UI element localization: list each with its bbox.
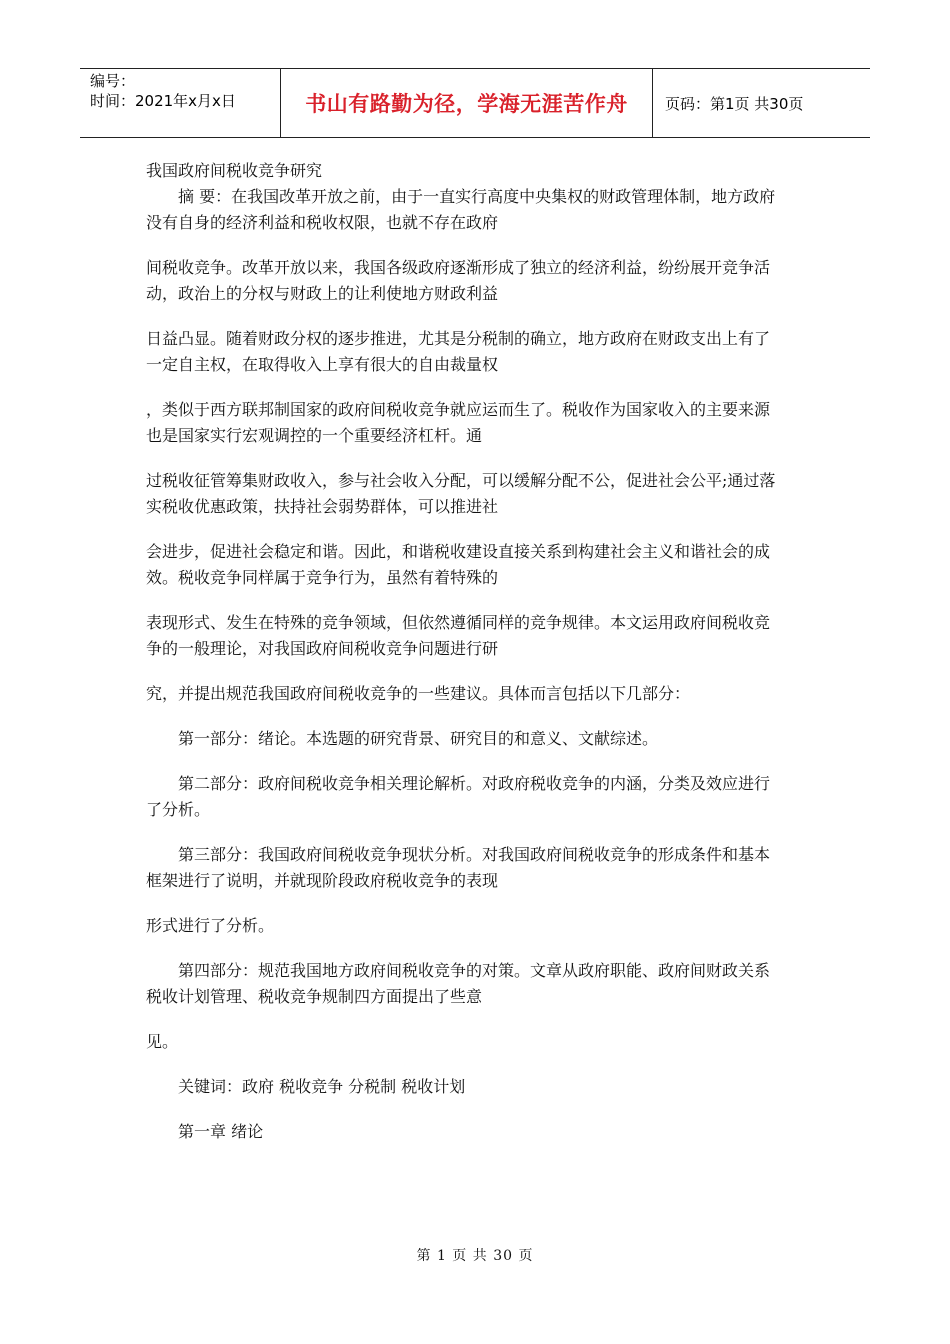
page-header: [80, 68, 870, 138]
abstract-line: 间税收竞争。改革开放以来，我国各级政府逐渐形成了独立的经济利益，纷纷展开竞争活: [146, 258, 771, 277]
abstract-line: 究，并提出规范我国政府间税收竞争的一些建议。具体而言包括以下几部分：: [146, 684, 691, 703]
header-page-info: 页码：第1页 共30页: [665, 94, 804, 113]
part-one: 第一部分：绪论。本选题的研究背景、研究目的和意义、文献综述。: [178, 729, 659, 748]
document-title: 我国政府间税收竞争研究: [146, 161, 323, 180]
part-three-cont: 形式进行了分析。: [146, 916, 275, 935]
document-body: [146, 158, 810, 1145]
part-two-cont: 了分析。: [146, 800, 211, 819]
part-two: 第二部分：政府间税收竞争相关理论解析。对政府税收竞争的内涵，分类及效应进行: [178, 774, 771, 793]
date-line: 时间：2021年x月x日: [90, 92, 236, 110]
part-three: 第三部分：我国政府间税收竞争现状分析。对我国政府间税收竞争的形成条件和基本: [178, 845, 771, 864]
chapter-heading: 第一章 绪论: [178, 1122, 264, 1141]
page-footer: 第 1 页 共 30 页: [416, 1248, 534, 1264]
abstract-line: 表现形式、发生在特殊的竞争领域，但依然遵循同样的竞争规律。本文运用政府间税收竞: [146, 613, 771, 632]
abstract-line: 摘 要：在我国改革开放之前，由于一直实行高度中央集权的财政管理体制，地方政府: [178, 187, 776, 206]
abstract-line: 争的一般理论，对我国政府间税收竞争问题进行研: [146, 639, 499, 658]
abstract-line: 没有自身的经济利益和税收权限，也就不存在政府: [146, 213, 499, 232]
abstract-line: 一定自主权，在取得收入上享有很大的自由裁量权: [146, 355, 499, 374]
keywords: 关键词：政府 税收竞争 分税制 税收计划: [178, 1077, 466, 1096]
part-four: 第四部分：规范我国地方政府间税收竞争的对策。文章从政府职能、政府间财政关系: [178, 961, 771, 980]
abstract-line: 实税收优惠政策，扶持社会弱势群体，可以推进社: [146, 497, 499, 516]
header-motto: 书山有路勤为径，学海无涯苦作舟: [280, 69, 653, 137]
serial-number-label: 编号：: [90, 72, 136, 90]
abstract-line: ，类似于西方联邦制国家的政府间税收竞争就应运而生了。税收作为国家收入的主要来源: [146, 400, 771, 419]
header-meta: [80, 69, 280, 137]
part-four-cont: 见。: [146, 1032, 179, 1051]
abstract-line: 会进步，促进社会稳定和谐。因此，和谐税收建设直接关系到构建社会主义和谐社会的成: [146, 542, 771, 561]
abstract-line: 也是国家实行宏观调控的一个重要经济杠杆。通: [146, 426, 483, 445]
part-three-cont: 框架进行了说明，并就现阶段政府税收竞争的表现: [146, 871, 499, 890]
abstract-line: 效。税收竞争同样属于竞争行为，虽然有着特殊的: [146, 568, 499, 587]
abstract-line: 日益凸显。随着财政分权的逐步推进，尤其是分税制的确立，地方政府在财政支出上有了: [146, 329, 771, 348]
abstract-line: 过税收征管筹集财政收入，参与社会收入分配，可以缓解分配不公，促进社会公平;通过落: [146, 471, 776, 490]
abstract-line: 动，政治上的分权与财政上的让利使地方财政利益: [146, 284, 499, 303]
part-four-cont: 税收计划管理、税收竞争规制四方面提出了些意: [146, 987, 483, 1006]
